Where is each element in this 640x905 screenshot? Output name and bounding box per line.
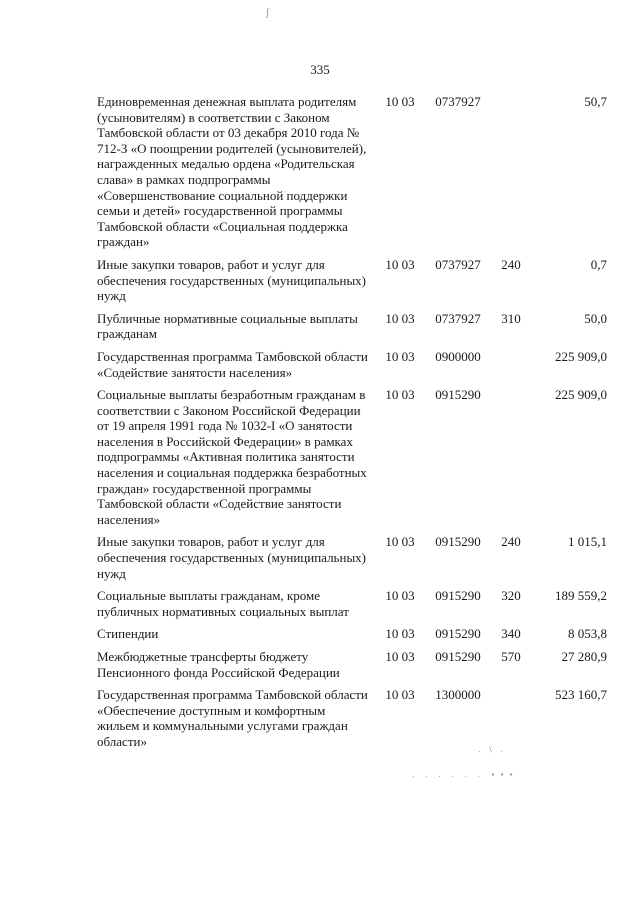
row-type-cell (493, 94, 529, 257)
row-section-cell: 10 03 (385, 256, 415, 272)
row-amount-cell: 523 160,7 (555, 687, 607, 703)
scan-mark-bottom-dots: . . . . . . ∙∙∙ (412, 770, 518, 779)
table-row (97, 687, 607, 756)
row-target-cell: 0900000 (435, 348, 481, 364)
row-section-cell: 10 03 (385, 534, 415, 550)
row-name-cell: Публичные нормативные социальные выплаты гражданам (97, 310, 358, 342)
row-section-cell: 10 03 (385, 310, 415, 326)
page-number: 335 (310, 62, 330, 77)
scan-mark-top: ʃ (266, 8, 270, 19)
row-amount-cell: 189 559,2 (555, 588, 607, 604)
row-section-cell: 10 03 (385, 348, 415, 364)
row-type-cell (493, 387, 529, 534)
row-type-cell: 310 (501, 310, 521, 326)
budget-table (97, 94, 607, 757)
row-name-cell: Межбюджетные трансферты бюджету Пенсионного фонда Российской Федерации (97, 649, 340, 680)
row-name-cell: Единовременная денежная выплата родителям (усыновителям) в соответствии с Законом Тамбовской области от 03 декабря 2010 года № 712-З «О поощрении родителей (усыновителей), награжденных медалью ордена «Родительская слава» в рамках подпрограммы «Совершенствование социальной поддержки семьи и детей» государственной программы Тамбовской области «Социальная поддержка граждан» (97, 94, 367, 250)
row-amount-cell: 1 015,1 (568, 534, 607, 550)
table-body (97, 94, 607, 757)
row-target-cell: 0915290 (435, 649, 481, 664)
row-section-cell: 10 03 (385, 649, 415, 664)
row-type-cell: 570 (501, 649, 521, 664)
row-section-cell: 10 03 (385, 387, 415, 403)
table-row (97, 534, 607, 588)
row-amount-cell: 8 053,8 (568, 626, 607, 642)
row-name-cell: Государственная программа Тамбовской области «Содействие занятости населения» (97, 348, 368, 380)
row-target-cell: 0915290 (435, 588, 481, 604)
table-row (97, 626, 607, 649)
row-section-cell: 10 03 (385, 588, 415, 604)
table-row (97, 257, 607, 311)
row-target-cell: 0915290 (435, 534, 481, 550)
row-name-cell: Социальные выплаты гражданам, кроме публичных нормативных социальных выплат (97, 588, 349, 619)
row-name-cell: Государственная программа Тамбовской области «Обеспечение доступным и комфортным жильем и коммунальными услугами граждан области» (97, 687, 368, 749)
row-name-cell: Иные закупки товаров, работ и услуг для обеспечения государственных (муниципальных) нужд (97, 534, 367, 581)
table-row (97, 649, 607, 687)
row-target-cell: 0737927 (435, 256, 481, 272)
row-amount-cell: 50,7 (584, 94, 607, 109)
row-type-cell (493, 349, 529, 387)
row-amount-cell: 0,7 (590, 256, 607, 272)
row-amount-cell: 50,0 (584, 310, 607, 326)
scan-mark-bottom: . \ . (478, 745, 506, 754)
row-target-cell: 0915290 (435, 387, 481, 403)
row-type-cell: 240 (501, 256, 521, 272)
row-target-cell: 0737927 (435, 310, 481, 326)
row-type-cell: 340 (501, 626, 521, 642)
row-section-cell: 10 03 (385, 626, 415, 642)
table-row (97, 588, 607, 626)
table-row (97, 349, 607, 387)
row-section-cell: 10 03 (385, 94, 415, 109)
row-amount-cell: 27 280,9 (561, 649, 607, 664)
row-target-cell: 0915290 (435, 626, 481, 642)
row-target-cell: 1300000 (435, 687, 481, 703)
row-amount-cell: 225 909,0 (555, 387, 607, 403)
row-amount-cell: 225 909,0 (555, 348, 607, 364)
table-row (97, 94, 607, 257)
row-name-cell: Иные закупки товаров, работ и услуг для обеспечения государственных (муниципальных) нужд (97, 256, 367, 304)
row-type-cell: 240 (501, 534, 521, 550)
row-type-cell (493, 687, 529, 756)
row-section-cell: 10 03 (385, 687, 415, 703)
row-target-cell: 0737927 (435, 94, 481, 109)
row-name-cell: Стипендии (97, 626, 159, 642)
table-row (97, 387, 607, 534)
table-row (97, 311, 607, 349)
row-type-cell: 320 (501, 588, 521, 604)
row-name-cell: Социальные выплаты безработным гражданам в соответствии с Законом Российской Федерации от 19 апреля 1991 года № 1032-I «О занятости населения в Российской Федерации» в рамках подпрограммы «Активная политика занятости населения и социальная поддержка безработных граждан» государственной программы Тамбовской области «Содействие занятости населения» (97, 387, 367, 527)
